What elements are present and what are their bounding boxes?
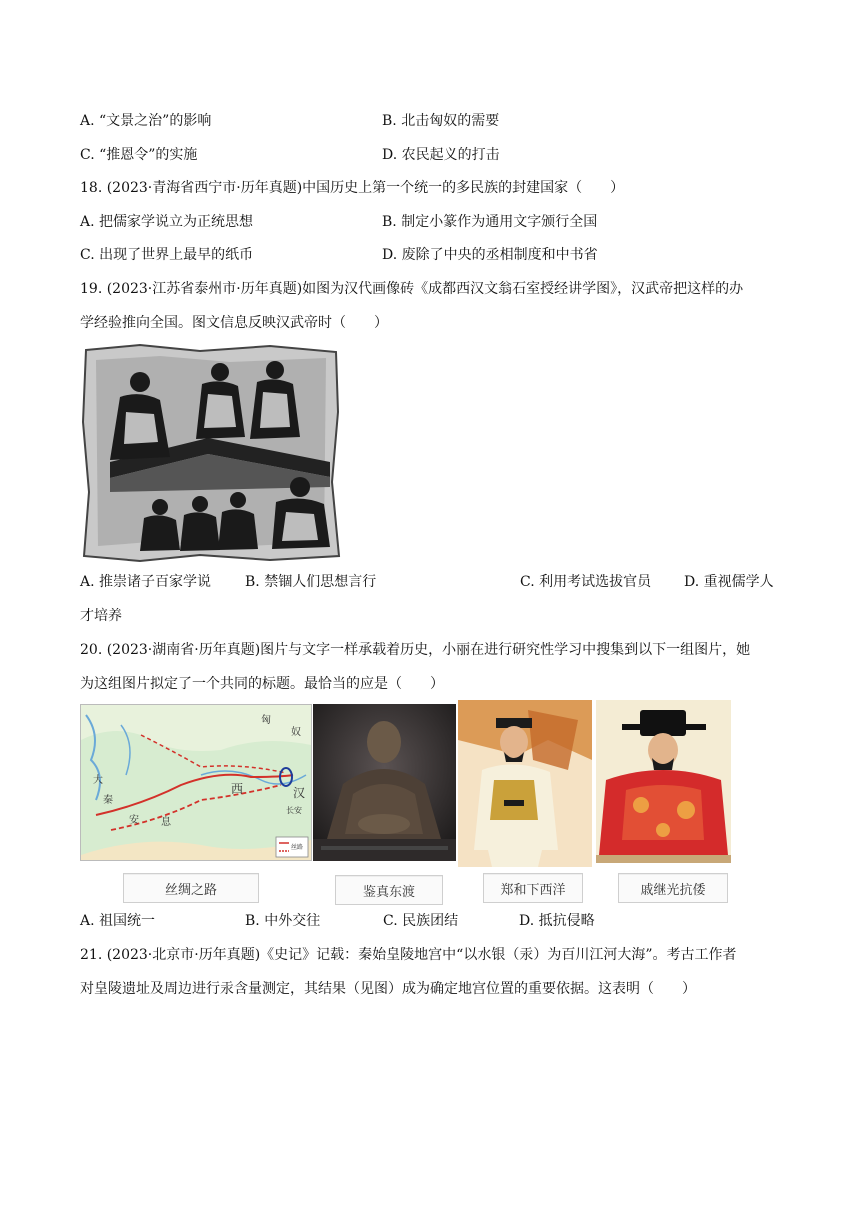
han-brick-relief-image [80,342,342,564]
q21-stem-line1: 21. (2023·北京市·历年真题)《史记》记载：秦始皇陵地宫中“以水银（汞）为百川江河大海”。考古工作者 [80,947,737,963]
q19-option-a: A. 推崇诸子百家学说 [80,574,212,590]
map-label-xi: 西 [231,782,244,796]
q18-option-a: A. 把儒家学说立为正统思想 [80,214,254,230]
q17-option-c: C. “推恩令”的实施 [80,147,198,163]
q20-option-b: B. 中外交往 [245,913,321,929]
q18-stem: 18. (2023·青海省西宁市·历年真题)中国历史上第一个统一的多民族的封建国家（ ） [80,180,625,196]
q18-option-c: C. 出现了世界上最早的纸币 [80,247,254,263]
q20-stem-line1: 20. (2023·湖南省·历年真题)图片与文字一样承载着历史，小丽在进行研究性学习中搜集到以下一组图片，她 [80,642,751,658]
q20-option-d: D. 抵抗侵略 [519,913,595,929]
q20-stem-line2: 为这组图片拟定了一个共同的标题。最恰当的应是（ ） [80,676,444,692]
q17-option-d: D. 农民起义的打击 [382,147,500,163]
q18-option-d: D. 废除了中央的丞相制度和中书省 [382,247,598,263]
map-label-anxi-1: 安 [129,815,139,826]
q19-option-b: B. 禁锢人们思想言行 [245,574,377,590]
caption-jianzhen: 鉴真东渡 [335,875,443,905]
caption-silk-road: 丝绸之路 [123,873,259,903]
map-legend-label: 丝路 [291,844,304,851]
silk-road-map-image [80,704,312,861]
caption-qi-jiguang: 戚继光抗倭 [618,873,728,903]
q19-stem-line2: 学经验推向全国。图文信息反映汉武帝时（ ） [80,315,388,331]
jianzhen-statue-image [313,704,456,861]
q17-option-a: A. “文景之治”的影响 [80,113,212,129]
map-label-anxi-2: 息 [161,817,171,828]
caption-zheng-he: 郑和下西洋 [483,873,583,903]
q19-stem-line1: 19. (2023·江苏省泰州市·历年真题)如图为汉代画像砖《成都西汉文翁石室授经讲学图》，汉武帝把这样的办 [80,281,744,297]
q20-option-a: A. 祖国统一 [80,913,156,929]
q19-option-d-part2: 才培养 [80,608,122,624]
q19-option-c: C. 利用考试选拔官员 [520,574,652,590]
map-label-qin: 秦 [103,795,113,806]
q20-option-c: C. 民族团结 [383,913,459,929]
q19-option-d-part1: D. 重视儒学人 [684,574,774,590]
map-label-changan: 长安 [286,806,302,815]
map-label-da: 大 [93,775,103,786]
map-label-han: 汉 [293,786,306,800]
q21-stem-line2: 对皇陵遗址及周边进行汞含量测定，其结果（见图）成为确定地宫位置的重要依据。这表明（ ） [80,981,696,997]
q18-option-b: B. 制定小篆作为通用文字颁行全国 [382,214,598,230]
map-label-xiongnu-1: 匈 [261,715,271,726]
qi-jiguang-image [596,700,731,863]
map-label-xiongnu-2: 奴 [291,727,301,738]
q17-option-b: B. 北击匈奴的需要 [382,113,500,129]
zheng-he-image [458,700,592,867]
